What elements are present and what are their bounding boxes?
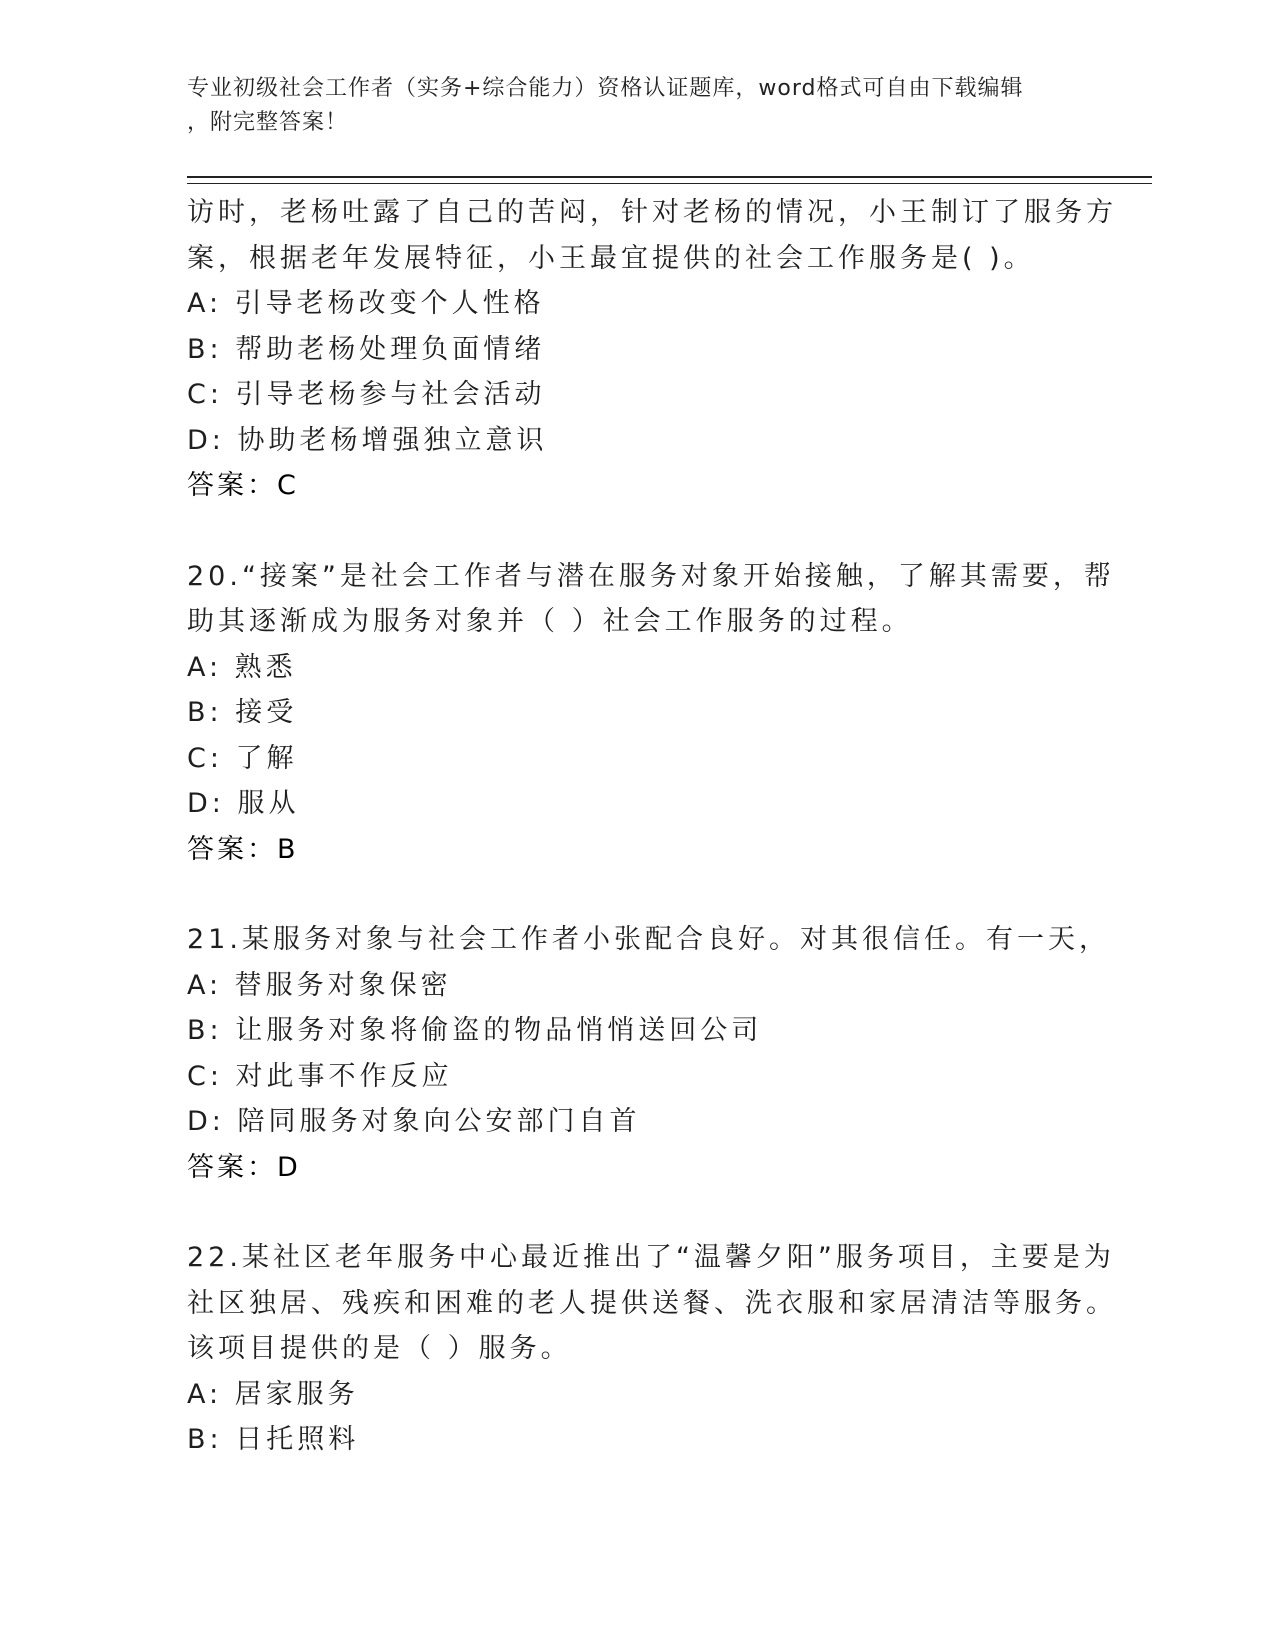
header-title-line-1: 专业初级社会工作者（实务+综合能力）资格认证题库，word格式可自由下载编辑	[187, 76, 1024, 101]
option-d: D: 陪同服务对象向公安部门自首	[187, 1106, 641, 1137]
answer-line: 答案：C	[187, 470, 299, 501]
option-b: B: 帮助老杨处理负面情绪	[187, 333, 546, 365]
question-stem-line: 该项目提供的是（ ）服务。	[187, 1333, 572, 1364]
question-stem-line: 社区独居、残疾和困难的老人提供送餐、洗衣服和家居清洁等服务。	[187, 1287, 1117, 1319]
question-list	[187, 190, 1117, 1463]
header-rule-thin	[187, 183, 1152, 184]
header-rule-thick	[187, 176, 1152, 178]
answer-line: 答案：D	[187, 1151, 301, 1183]
question-stem-line: 助其逐渐成为服务对象并（ ）社会工作服务的过程。	[187, 606, 913, 637]
question-stem-line: 案，根据老年发展特征，小王最宜提供的社会工作服务是( )。	[187, 242, 1035, 274]
question-19	[187, 190, 1117, 509]
option-a: A: 引导老杨改变个人性格	[187, 288, 545, 319]
option-c: C: 对此事不作反应	[187, 1060, 453, 1092]
option-c: C: 引导老杨参与社会活动	[187, 379, 546, 410]
option-b: B: 接受	[187, 697, 298, 728]
question-20	[187, 554, 1115, 873]
question-stem-line: 20.“接案”是社会工作者与潜在服务对象开始接触，了解其需要，帮	[187, 560, 1115, 592]
question-21	[187, 917, 1110, 1190]
question-22	[187, 1235, 1117, 1463]
header-title-line-2: ，附完整答案！	[187, 110, 349, 135]
option-c: C: 了解	[187, 742, 298, 774]
option-a: A: 熟悉	[187, 651, 297, 683]
option-a: A: 替服务对象保密	[187, 969, 452, 1001]
question-stem-line: 21.某服务对象与社会工作者小张配合良好。对其很信任。有一天，	[187, 924, 1110, 955]
question-stem-line: 22.某社区老年服务中心最近推出了“温馨夕阳”服务项目，主要是为	[187, 1242, 1115, 1273]
option-b: B: 日托照料	[187, 1424, 360, 1455]
answer-line: 答案：B	[187, 833, 299, 865]
option-d: D: 协助老杨增强独立意识	[187, 424, 548, 456]
option-b: B: 让服务对象将偷盗的物品悄悄送回公司	[187, 1015, 763, 1046]
question-stem-line: 访时，老杨吐露了自己的苦闷，针对老杨的情况，小王制订了服务方	[187, 197, 1117, 228]
document-header	[187, 72, 1087, 140]
option-a: A: 居家服务	[187, 1378, 359, 1410]
option-d: D: 服从	[187, 788, 300, 819]
